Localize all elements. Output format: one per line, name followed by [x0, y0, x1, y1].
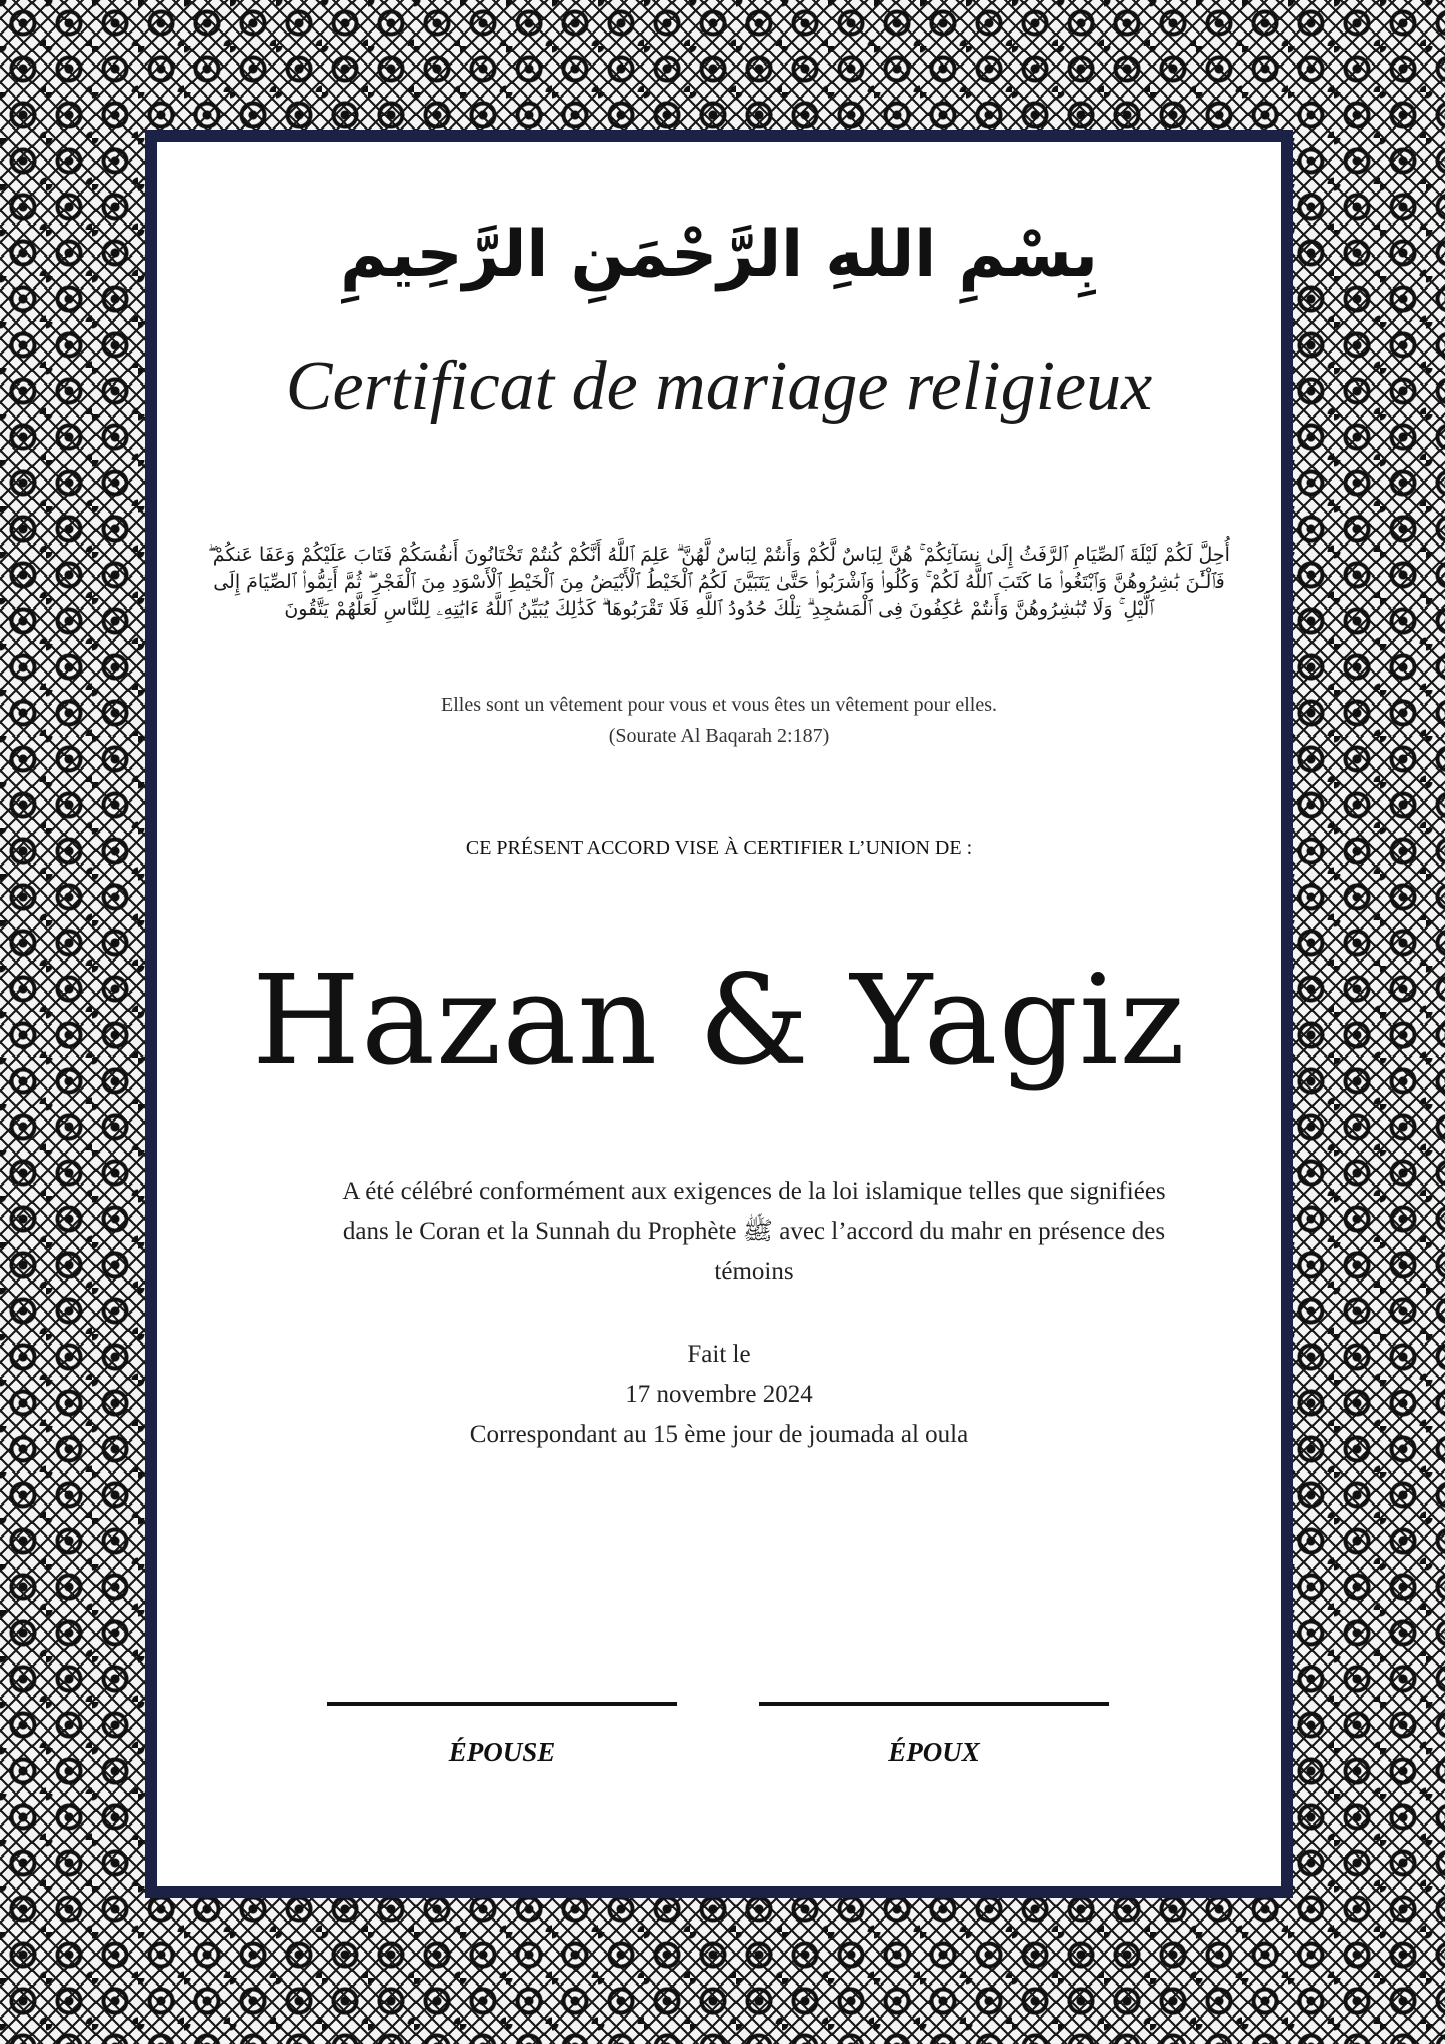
signature-label-groom: ÉPOUX — [888, 1737, 980, 1767]
couple-names: Hazan & Yagiz — [252, 949, 1186, 1093]
basmala-calligraphy: بِسْمِ اللهِ الرَّحْمَنِ الرَّحِيمِ — [340, 218, 1098, 292]
verse-reference: (Sourate Al Baqarah 2:187) — [608, 725, 830, 747]
quran-verse-translation — [157, 690, 1281, 752]
certificate-frame — [145, 130, 1293, 1898]
celebration-line: A été célébré conformément aux exigences de la loi islamique telles que signifiées — [342, 1178, 1166, 1205]
celebration-line: témoins — [714, 1258, 794, 1285]
hijri-date: Correspondant au 15 ème jour de joumada al oula — [469, 1421, 969, 1448]
signature-label-bride: ÉPOUSE — [448, 1737, 556, 1767]
celebration-line: dans le Coran et la Sunnah du Prophète ﷺ avec l’accord du mahr en présence des — [342, 1218, 1166, 1245]
quran-verse-arabic: أُحِلَّ لَكُمْ لَيْلَةَ ٱلصِّيَامِ ٱلرَّفَثُ إِلَىٰ نِسَآئِكُمْ ۚ هُنَّ لِبَاسٌ لَّكُمْ وَأَنتُمْ لِبَاسٌ لَّهُنَّ ۗ عَلِمَ ٱللَّهُ أَنَّكُمْ كُنتُمْ تَخْتَانُونَ أَنفُسَكُمْ فَتَابَ عَلَيْكُمْ وَعَفَا عَنكُمْ ۖ فَٱلْـَٰٔنَ بَٰشِرُوهُنَّ وَٱبْتَغُوا۟ مَا كَتَبَ ٱللَّهُ لَكُمْ ۚ وَكُلُوا۟ وَٱشْرَبُوا۟ حَتَّىٰ يَتَبَيَّنَ لَكُمُ ٱلْخَيْطُ ٱلْأَبْيَضُ مِنَ ٱلْخَيْطِ ٱلْأَسْوَدِ مِنَ ٱلْفَجْرِ ۖ ثُمَّ أَتِمُّوا۟ ٱلصِّيَامَ إِلَى ٱلَّيْلِ ۚ وَلَا تُبَٰشِرُوهُنَّ وَأَنتُمْ عَٰكِفُونَ فِى ٱلْمَسَٰجِدِ ۗ تِلْكَ حُدُودُ ٱللَّهِ فَلَا تَقْرَبُوهَا ۗ كَذَٰلِكَ يُبَيِّنُ ٱللَّهُ ءَايَٰتِهِۦ لِلنَّاسِ لَعَلَّهُمْ يَتَّقُونَ — [208, 544, 1230, 620]
gregorian-date: 17 novembre 2024 — [625, 1381, 813, 1408]
verse-translation-text: Elles sont un vêtement pour vous et vous êtes un vêtement pour elles. — [441, 694, 997, 716]
signature-line-groom — [759, 1702, 1109, 1706]
certificate-title: Certificat de mariage religieux — [285, 348, 1153, 425]
certificate-paper — [157, 142, 1281, 1886]
union-intro: CE PRÉSENT ACCORD VISE À CERTIFIER L’UNION DE : — [465, 837, 973, 859]
date-block — [157, 1335, 1281, 1455]
celebration-statement — [227, 1172, 1281, 1292]
signature-line-bride — [327, 1702, 677, 1706]
date-label: Fait le — [687, 1341, 751, 1368]
